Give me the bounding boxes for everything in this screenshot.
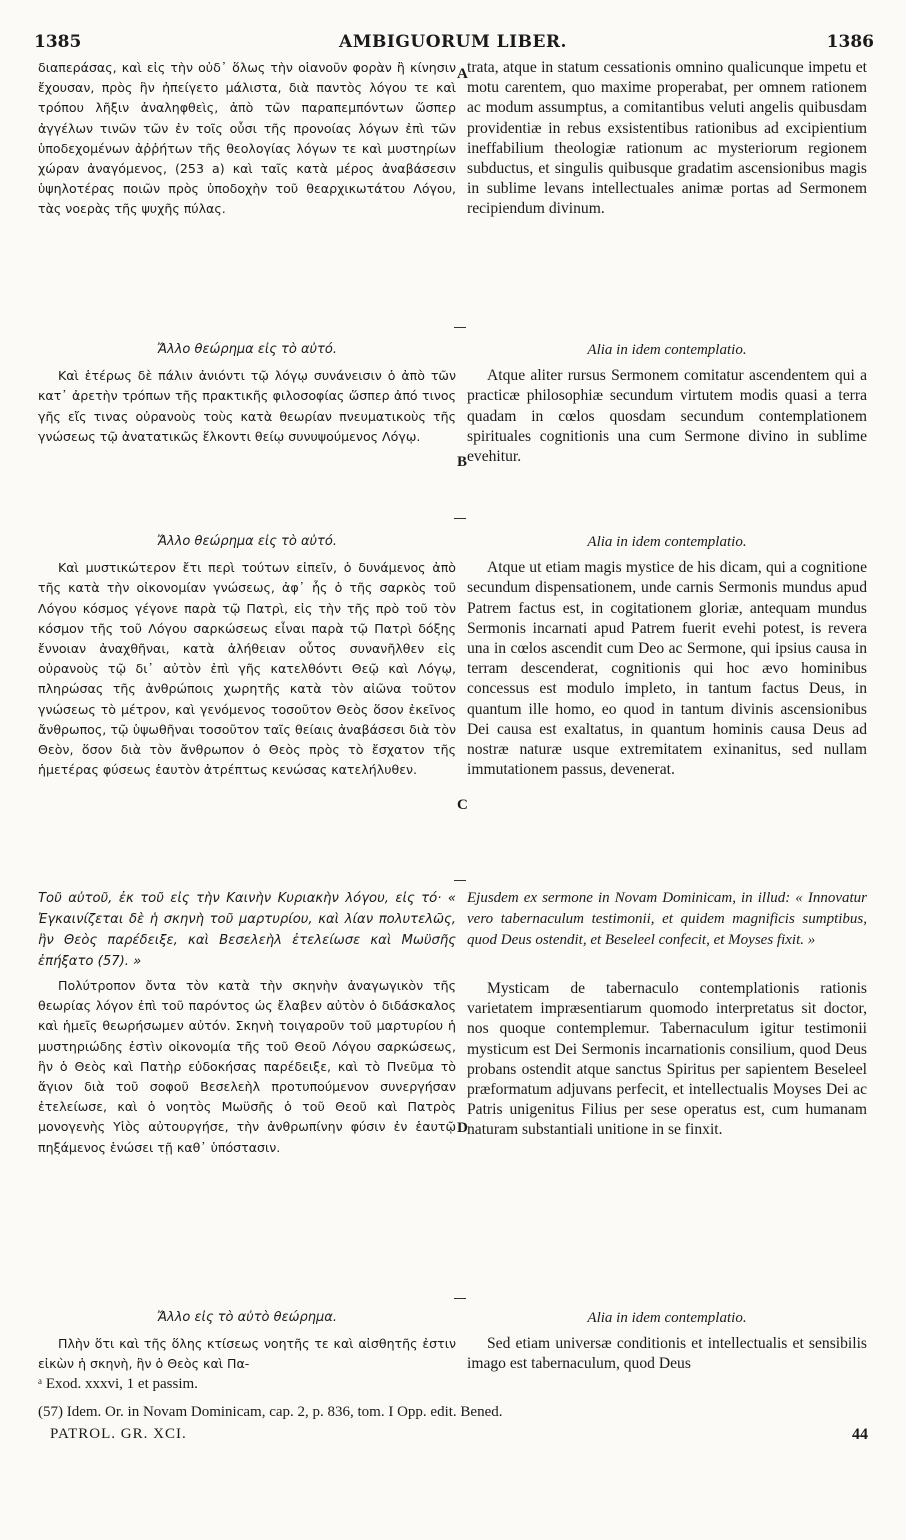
running-header (30, 22, 876, 52)
latin-text: trata, atque in statum cessationis omnino qualicunque impetu et motu carentem, quo maxime properabat, per omnem rationem ac modum assumptus, a comitantibus veluti angelis quibusdam providentiæ in rebus exsistentibus rationibus ad excipientium ineffabilium theologiæ rationum ac mysteriorum regionem subductus, et singulis quibusque gradatim ascensionibus magis in sublime levans intellectuales animæ portas ad Sermonem recipiendum divinum. (467, 59, 867, 218)
latin-text: Sed etiam universæ conditionis et intellectualis et sensibilis imago est tabernaculum, quod Deus (467, 1335, 867, 1373)
footnotes (38, 1374, 868, 1422)
signature-line: PATROL. GR. XCI. (50, 1426, 187, 1442)
greek-text: Καὶ ἑτέρως δὲ πάλιν ἀνιόντι τῷ λόγῳ συνάνεισιν ὁ ἀπὸ τῶν κατ᾽ ἀρετὴν τρόπων τῆς πρακτικῆς φιλοσοφίας ὥσπερ ἀπό τινος γῆς εἴς τινας οὐρανοὺς τοὺς κατὰ θεωρίαν πνευματικοὺς τῆς γνώσεως τῷ ἀνατατικῶς ἕλκοντι θείῳ συνυψούμενος Λόγῳ. (38, 368, 456, 444)
greek-text: διαπεράσας, καὶ εἰς τὴν οὐδ᾽ ὅλως τὴν οἱανοῦν φορὰν ἢ κίνησιν ἔχουσαν, πρὸς ἣν ἠπείγετο μάλιστα, διὰ παντὸς λόγου τε καὶ τρόπου λῆξιν ἀναληφθεὶς, ἀπὸ τῶν παραπεμπόντων ὥσπερ ἀγγέλων τινῶν τῶν ἐν τοῖς οὖσι τῆς προνοίας λόγων ἐπὶ τῶν ὑποδεχομένων ἀῤῥήτων τῆς θεολογίας λόγων τε καὶ μυστηρίων χώραν ἀναγόμενος, (253 a) καὶ ταῖς κατὰ μέρος ἀναβάσεσιν ὑψηλοτέρας ποιῶν πρὸς ὑποδοχὴν τοῦ θεαρχικωτάτου Λόγου, τὰς νοερὰς τῆς ψυχῆς πύλας. (38, 60, 456, 217)
greek-title: Τοῦ αὐτοῦ, ἐκ τοῦ εἰς τὴν Καινὴν Κυριακὴν λόγου, εἰς τό· « Ἐγκαινίζεται δὲ ἡ σκηνὴ τοῦ μαρτυρίου, καὶ λίαν πολυτελῶς, ἣν Θεὸς παρέδειξε, καὶ Βεσελεὴλ ἐτελείωσε καὶ Μωϋσῆς ἐπήξατο (57). » (38, 891, 456, 969)
section-divider (454, 1298, 466, 1299)
margin-letter-a: A (457, 66, 468, 82)
section-divider (454, 518, 466, 519)
latin-heading: Alia in idem contemplatio. (587, 1310, 747, 1326)
latin-text: Atque aliter rursus Sermonem comitatur ascendentem qui a practicæ philosophiæ secundum virtutem modis quasi a terra quadam in cœlos quosdam secundum contemplationem spirituales cognitionis una cum Sermone divino in sublime evehitur. (467, 367, 867, 466)
greek-heading: Ἄλλο θεώρημα εἰς τὸ αὐτό. (157, 342, 337, 357)
latin-text: Mysticam de tabernaculo contemplationis rationis varietatem impræsentiarum quomodo interpretatus sit doctor, nos quoque contemplemur. Tabernaculum igitur testimonii mysticum est Dei Sermonis incarnationis consilium, quod Deus probans ostendit atque sanctus Spiritus per sapientem Beseleel præformatum adjuvans perfecit, et intellectualis Moyses Dei ac Patris unigenitus Filius per sese operatus est, cum humanam naturam substantiali unitione in se finxit. (467, 980, 867, 1139)
latin-heading: Alia in idem contemplatio. (587, 342, 747, 358)
folio-number: 44 (852, 1426, 868, 1443)
latin-text: Atque ut etiam magis mystice de his dicam, qui a cognitione secundum dispensationem, unde carnis Sermonis mundus apud Patrem factus est, in cogitationem gloriæ, antequam mundus Sermonis incarnati apud Patrem fuerit evehi potest, is revera una in cœlos ascendit cum Deo ac Sermone, qui ipsius causa in terram descenderat, cognitionis qui hoc ævo hominibus concessus est modulo impleto, in tantum factus Deus, in quantum ille homo, eo quod in tantum divinis ascensionibus Dei causa est exaltatus, in quantum hominis causa Deus ad nostræ naturæ usque extremitatem exinanitus, sed nullam immutationem passus, devenerat. (467, 559, 867, 779)
scripture-note: ᵃ Exod. xxxvi, 1 et passim. (38, 1376, 198, 1392)
greek-text: Πολύτροπον ὄντα τὸν κατὰ τὴν σκηνὴν ἀναγωγικὸν τῆς θεωρίας λόγον ἐπὶ τοῦ παρόντος ὡς ἔλαβεν αὐτὸν ὁ διδάσκαλος καὶ ἡμεῖς θεωρήσωμεν αὐτόν. Σκηνὴ τοιγαροῦν τοῦ μαρτυρίου ἡ μυστηριώδης ἐστὶν οἰκονομία τῆς τοῦ Θεοῦ Λόγου σαρκώσεως, ἣν ὁ Θεὸς καὶ Πατὴρ εὐδοκήσας παρέδειξε, καὶ τὸ Πνεῦμα τὸ ἅγιον διὰ τοῦ σοφοῦ Βεσελεὴλ προτυπούμενον συνεργήσαν ἐτελείωσε, καὶ ὁ νοητὸς Μωϋσῆς ὁ τοῦ Θεοῦ καὶ Πατρὸς μονογενὴς Υἱὸς αὐτουργήσε, τὴν ἀνθρωπίνην φύσιν ἐν ἑαυτῷ πηξάμενος ἑνώσει τῇ καθ᾽ ὑπόστασιν. (38, 978, 456, 1155)
greek-text: Καὶ μυστικώτερον ἔτι περὶ τούτων εἰπεῖν, ὁ δυνάμενος ἀπὸ τῆς κατὰ τὴν οἰκονομίαν γνώσεως, ἀφ᾽ ἧς ὁ τῆς σαρκὸς τοῦ Λόγου κόσμος γέγονε παρὰ τῷ Πατρὶ, εἰς τὴν τῆς πρὸ τοῦ τὸν κόσμον τῆς τοῦ Λόγου σαρκώσεως εἶναι παρὰ τῷ Πατρὶ δόξης ἔννοιαν ἀναχθῆναι, κατὰ ἀλήθειαν οὗτος συνανῆλθεν εἰς οὐρανοὺς τῷ δι᾽ αὐτὸν ἐπὶ γῆς κατελθόντι Θεῷ καὶ Λόγῳ, πληρώσας τῆς ἀνθρώποις χωρητῆς κατὰ τὸν αἰῶνα τοῦτον γνώσεως τὸ μέτρον, καὶ γενόμενος τοσοῦτον Θεὸς ὅσον ἐκεῖνος ἄνθρωπος, τῷ ὑψωθῆναι τοσοῦτον ταῖς θείαις ἀναβάσεσι διὰ τὸν Θεὸν, ὅσον διὰ τὸν ἄνθρωπον ὁ Θεὸς πρὸς τὸ ἔσχατον τῆς ἡμετέρας φύσεως ἑαυτὸν ἀτρέπτως κενώσας κατελήλυθεν. (38, 560, 456, 778)
running-title: AMBIGUORUM LIBER. (339, 32, 567, 52)
margin-letter-d: D (457, 1120, 468, 1136)
latin-title: Ejusdem ex sermone in Novam Dominicam, in illud: « Innovatur vero tabernaculum testimonii, et quidem magnificis sumptibus, quod Deus ostendit, et Beseleel confecit, et Moyses fixit. » (467, 890, 867, 948)
right-page-number: 1386 (826, 32, 874, 52)
section-divider (454, 327, 466, 328)
latin-heading: Alia in idem contemplatio. (587, 534, 747, 550)
section-divider (454, 880, 466, 881)
greek-heading: Ἄλλο εἰς τὸ αὐτὸ θεώρημα. (157, 1310, 337, 1325)
page (30, 22, 876, 1522)
greek-heading: Ἄλλο θεώρημα εἰς τὸ αὐτό. (157, 534, 337, 549)
editorial-note: (57) Idem. Or. in Novam Dominicam, cap. 2, p. 836, tom. I Opp. edit. Bened. (38, 1404, 503, 1420)
margin-letter-c: C (457, 797, 468, 813)
left-page-number: 1385 (34, 32, 82, 52)
greek-text: Πλὴν ὅτι καὶ τῆς ὅλης κτίσεως νοητῆς τε καὶ αἰσθητῆς ἐστιν εἰκὼν ἡ σκηνὴ, ἣν ὁ Θεὸς καὶ Πα- (38, 1336, 456, 1372)
margin-letter-b: B (457, 454, 468, 470)
